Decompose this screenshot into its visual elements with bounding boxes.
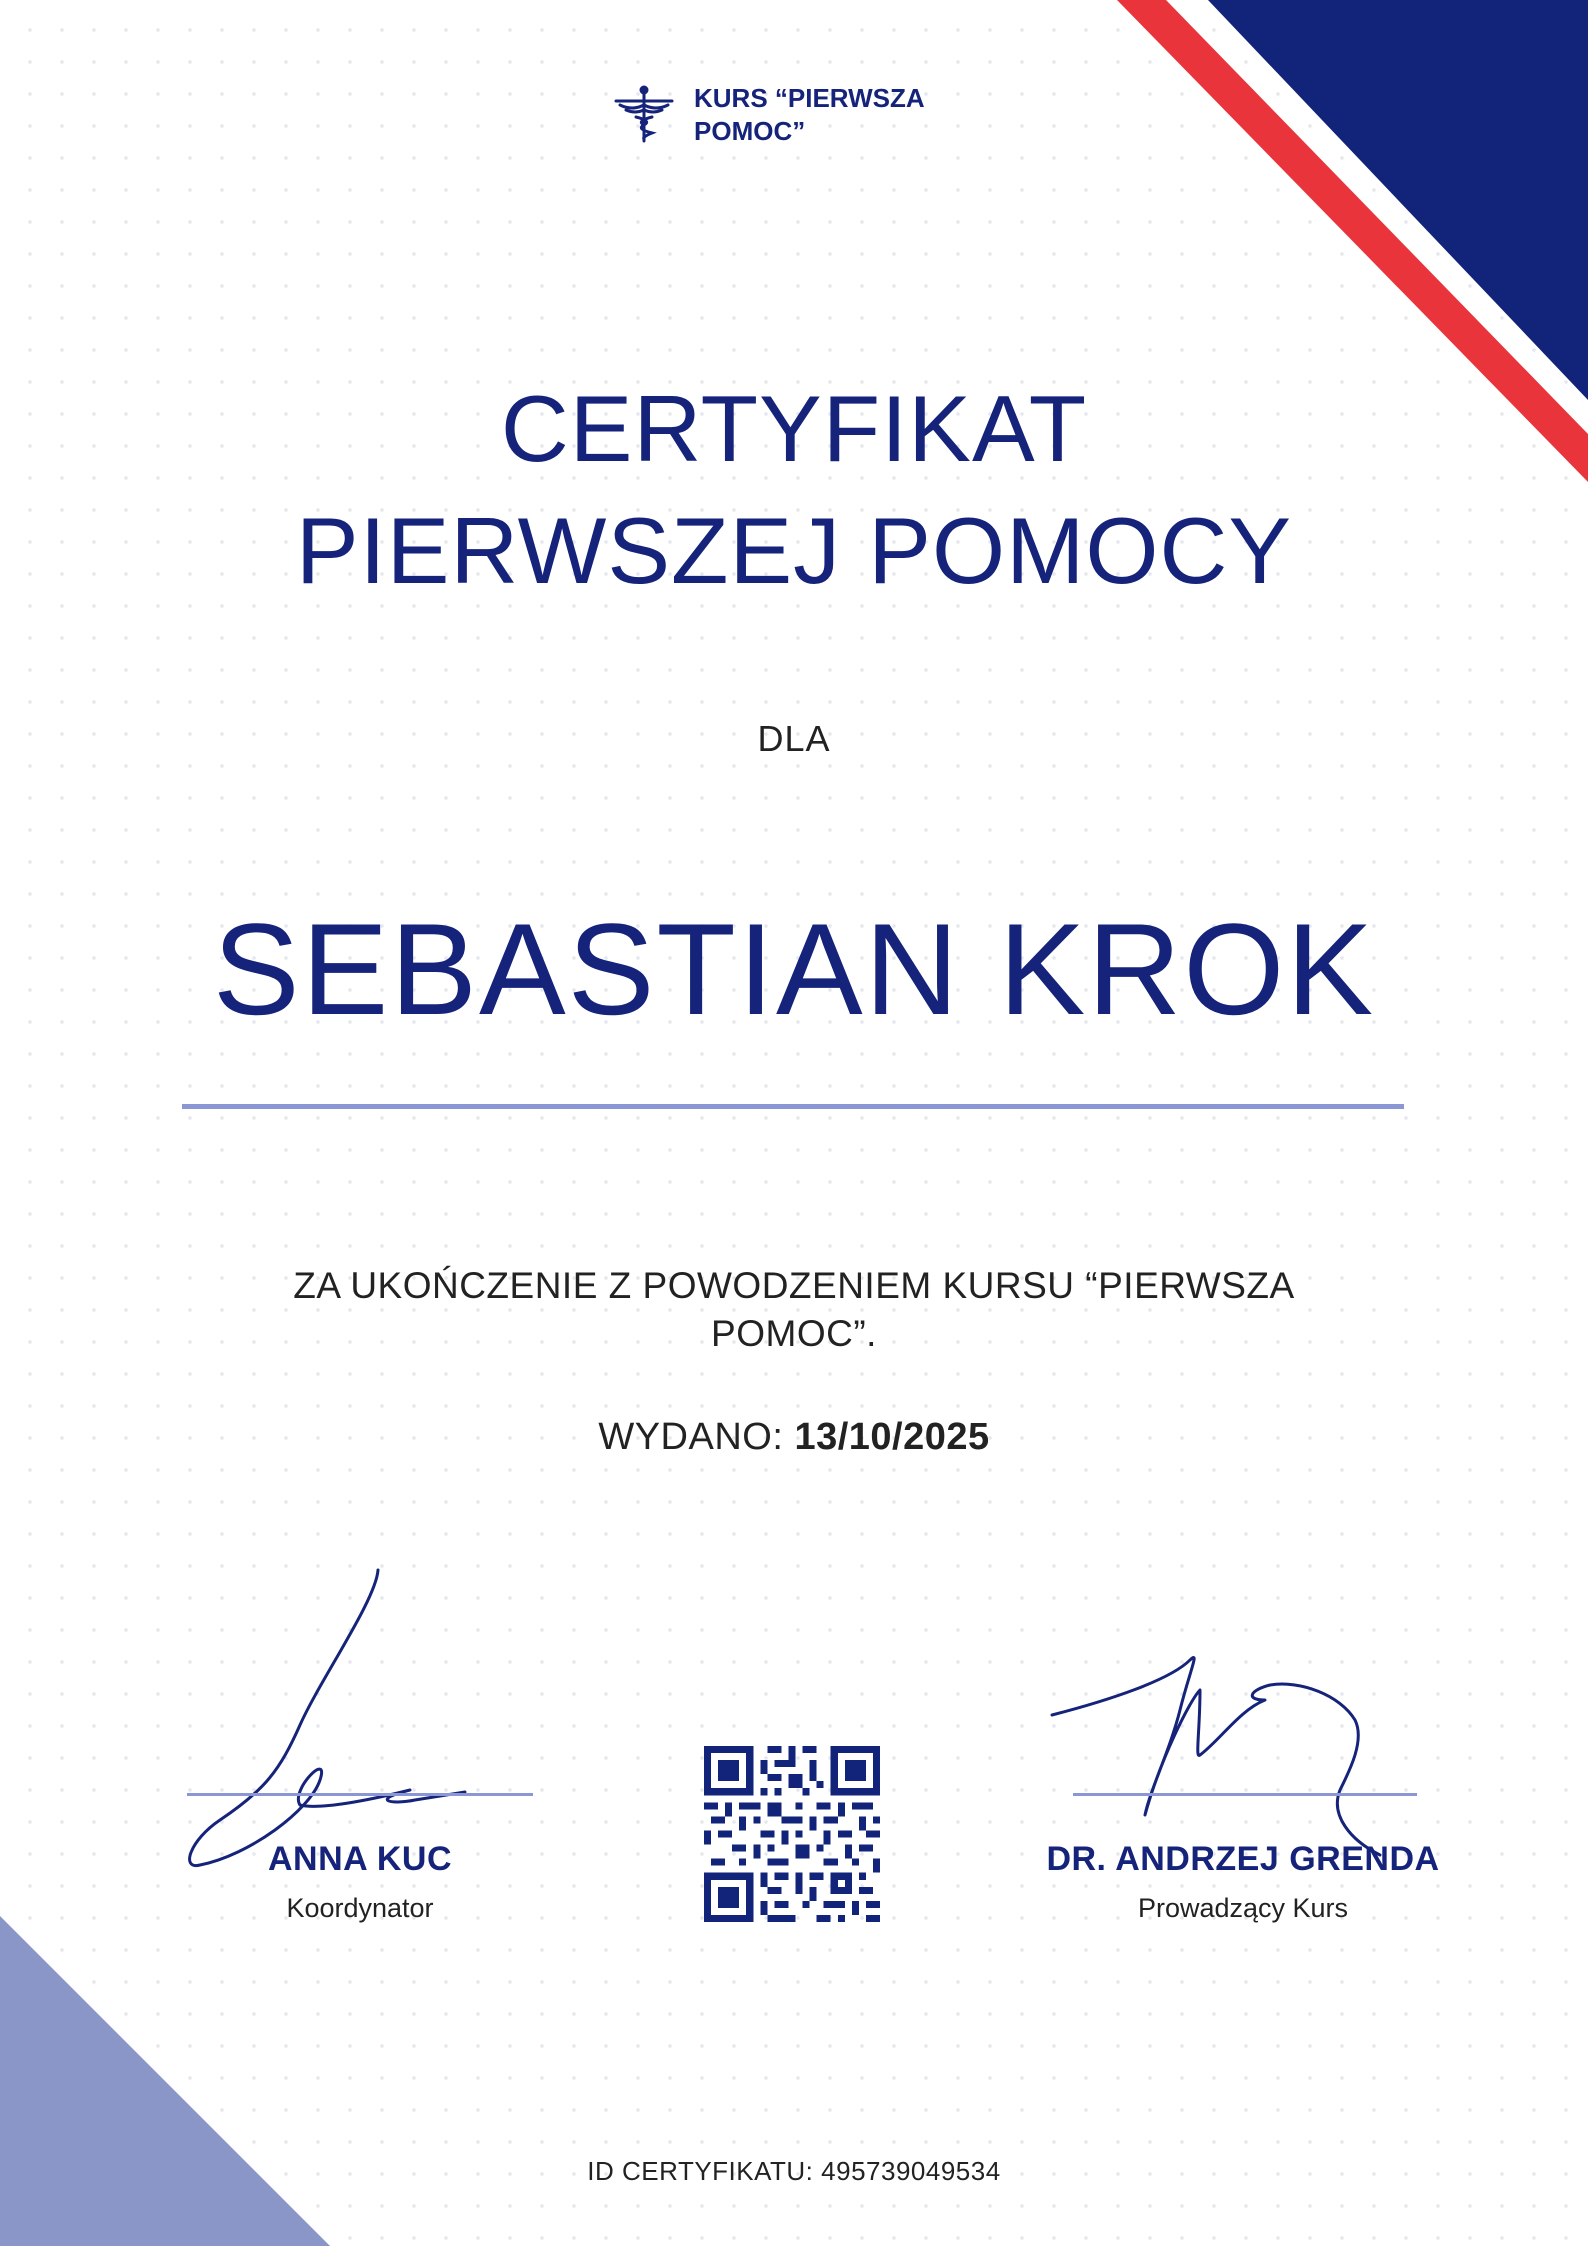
signature-line-right — [1073, 1793, 1417, 1796]
certificate-id-label: ID CERTYFIKATU: — [587, 2156, 814, 2186]
for-label: DLA — [757, 718, 831, 759]
issued-date-line — [0, 1416, 1588, 1459]
signatory-left — [160, 1840, 560, 1924]
signature-line-left — [187, 1793, 533, 1796]
certificate-title — [0, 368, 1588, 612]
course-header — [612, 82, 964, 148]
name-underline — [182, 1104, 1404, 1109]
signature-anna-kuc — [170, 1560, 550, 1880]
signatory-role: Koordynator — [286, 1893, 434, 1923]
completion-text: ZA UKOŃCZENIE Z POWODZENIEM KURSU “PIERWSZA POMOC”. — [293, 1265, 1295, 1354]
signatory-name: DR. ANDRZEJ GRENDA — [1046, 1840, 1440, 1878]
issued-label: WYDANO: — [598, 1416, 784, 1458]
certificate-id — [0, 2156, 1588, 2187]
title-line-2: PIERWSZEJ POMOCY — [295, 498, 1293, 603]
bottom-left-corner-decoration — [0, 1916, 330, 2246]
certificate-id-value: 495739049534 — [821, 2156, 1001, 2186]
signature-andrzej-grenda — [1050, 1640, 1430, 1860]
caduceus-icon — [612, 83, 676, 147]
qr-code-icon — [704, 1746, 880, 1922]
issued-date: 13/10/2025 — [794, 1416, 990, 1458]
signatory-role: Prowadzący Kurs — [1137, 1893, 1349, 1923]
signatory-right — [1023, 1840, 1463, 1924]
signatory-name: ANNA KUC — [267, 1840, 453, 1878]
recipient-name: SEBASTIAN KROK — [212, 896, 1376, 1042]
course-label: KURS “PIERWSZA POMOC” — [694, 83, 924, 146]
title-line-1: CERTYFIKAT — [500, 376, 1088, 481]
